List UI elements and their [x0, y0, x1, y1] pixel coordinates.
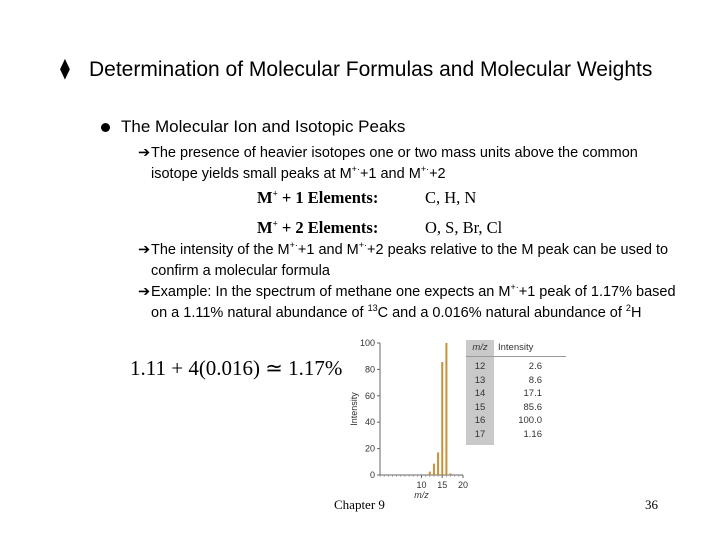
- table-cell-mz: 16: [474, 415, 486, 426]
- table-row: [466, 414, 566, 427]
- arrow-bullet-icon: ➔: [138, 242, 151, 258]
- table-row: [466, 428, 566, 441]
- spectrum-bar: [450, 473, 452, 475]
- y-tick-label: 40: [364, 417, 375, 428]
- table-header-mz: m/z: [472, 342, 488, 353]
- y-tick-label: 60: [364, 390, 375, 401]
- table-header-intensity: Intensity: [498, 342, 534, 353]
- x-tick-label: 10: [416, 480, 427, 490]
- spectrum-bar: [437, 452, 439, 475]
- intensity-table: [466, 340, 566, 445]
- subheading-text: The Molecular Ion and Isotopic Peaks: [121, 117, 406, 136]
- isotope-row-2-elements: O, S, Br, Cl: [425, 218, 503, 237]
- y-tick-label: 80: [364, 364, 375, 375]
- abundance-equation: 1.11 + 4(0.016) ≃ 1.17%: [130, 356, 343, 380]
- isotope-row-2-label: M+ + 2 Elements:: [257, 218, 379, 237]
- round-bullet-icon: [101, 123, 110, 132]
- table-cell-mz: 15: [474, 401, 486, 413]
- x-tick-label: 15: [437, 480, 448, 490]
- table-divider: [466, 356, 566, 357]
- table-row: [466, 387, 566, 400]
- x-tick-label: 20: [457, 480, 469, 490]
- table-row: [466, 374, 566, 387]
- spectrum-bar: [445, 343, 447, 475]
- table-row: [466, 360, 566, 373]
- spectrum-bar: [429, 472, 431, 475]
- spectrum-bar: [441, 362, 443, 475]
- table-cell-intensity: 2.6: [528, 361, 542, 372]
- y-axis-label: Intensity: [349, 392, 359, 426]
- spectrum-bar: [433, 464, 435, 475]
- x-axis-label: m/z: [414, 490, 429, 500]
- heading-text: Determination of Molecular Formulas and Molecular Weights: [89, 58, 653, 81]
- table-cell-mz: 12: [474, 361, 486, 372]
- table-cell-intensity: 8.6: [528, 374, 542, 386]
- y-tick-label: 0: [369, 470, 375, 480]
- mass-spectrum-chart: [345, 335, 475, 500]
- diamond-bullet-icon: ⧫: [60, 58, 70, 80]
- table-cell-intensity: 100.0: [518, 415, 542, 426]
- arrow-bullet-icon: ➔: [138, 145, 151, 161]
- table-cell-intensity: 1.16: [523, 428, 542, 440]
- table-cell-intensity: 17.1: [523, 388, 542, 399]
- table-row: [466, 401, 566, 414]
- footer-chapter: Chapter 9: [334, 497, 385, 512]
- arrow-bullet-icon: ➔: [138, 284, 151, 300]
- table-cell-mz: 13: [474, 374, 486, 386]
- slide-number: 36: [645, 497, 658, 512]
- y-tick-label: 20: [364, 443, 375, 454]
- table-cell-intensity: 85.6: [523, 401, 542, 413]
- y-tick-label: 100: [359, 338, 375, 348]
- isotope-row-1-elements: C, H, N: [425, 188, 477, 207]
- isotope-row-1-label: M+ + 1 Elements:: [257, 188, 379, 207]
- table-cell-mz: 17: [474, 428, 486, 440]
- table-cell-mz: 14: [474, 388, 486, 399]
